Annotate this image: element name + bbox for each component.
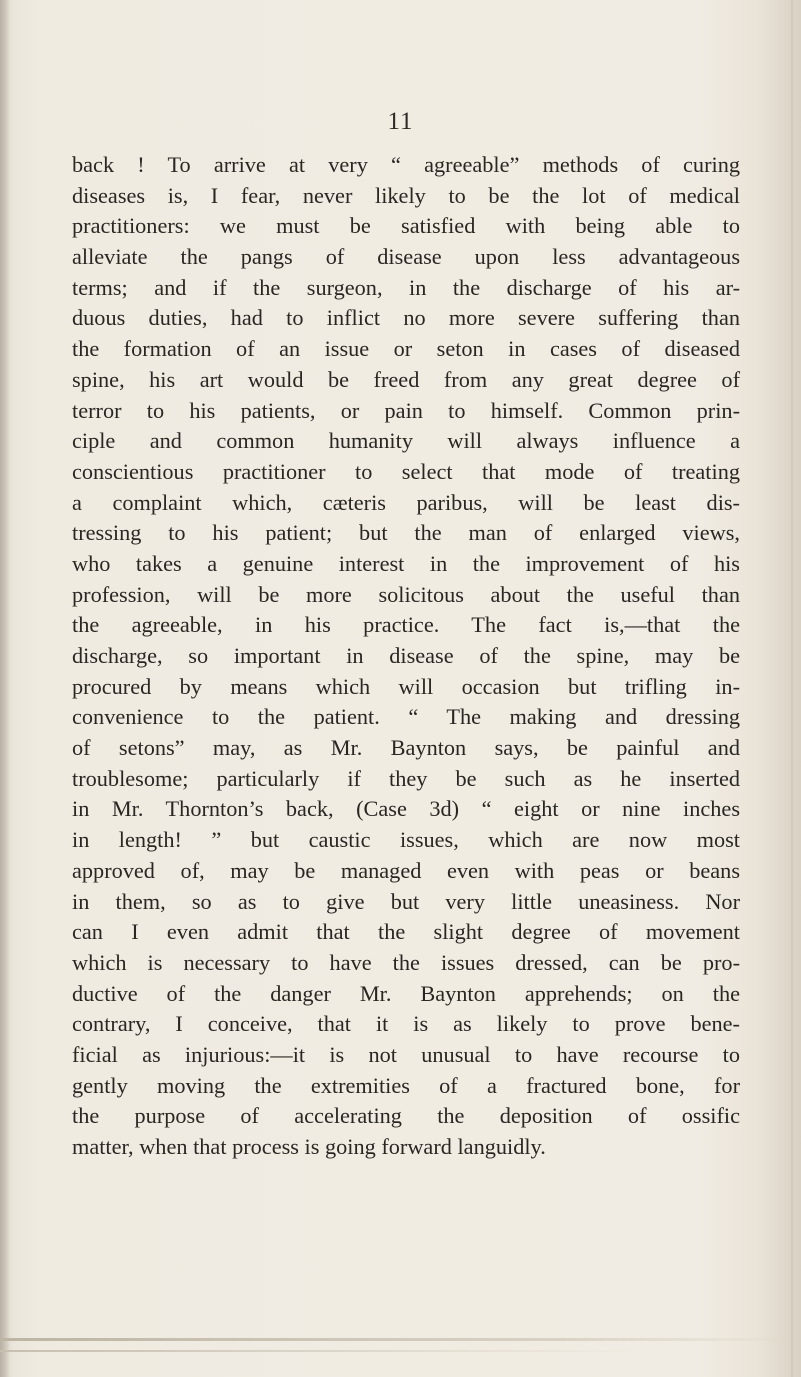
text-line: in length! ” but caustic issues, which are now most — [72, 827, 740, 853]
text-line: approved of, may be managed even with peas or beans — [72, 857, 740, 883]
text-line: spine, his art would be freed from any great degree of — [72, 366, 740, 392]
page-bottom-edge-shadow — [0, 1350, 801, 1352]
text-line: duous duties, had to inflict no more severe suffering than — [72, 305, 740, 331]
text-line: diseases is, I fear, never likely to be the lot of medical — [72, 182, 740, 208]
text-line: which is necessary to have the issues dressed, can be pro- — [72, 949, 740, 975]
text-line: terms; and if the surgeon, in the discharge of his ar- — [72, 274, 740, 300]
text-line: contrary, I conceive, that it is as likely to prove bene- — [72, 1011, 740, 1037]
text-line: of setons” may, as Mr. Baynton says, be painful and — [72, 735, 740, 761]
body-text — [72, 150, 740, 1163]
text-line: terror to his patients, or pain to himself. Common prin- — [72, 397, 740, 423]
text-line: convenience to the patient. “ The making and dressing — [72, 704, 740, 730]
text-line: conscientious practitioner to select that mode of treating — [72, 458, 740, 484]
text-line: ductive of the danger Mr. Baynton apprehends; on the — [72, 980, 740, 1006]
text-line: profession, will be more solicitous about the useful than — [72, 581, 740, 607]
text-line: in them, so as to give but very little uneasiness. Nor — [72, 888, 740, 914]
text-line: discharge, so important in disease of the spine, may be — [72, 643, 740, 668]
text-line: gently moving the extremities of a fractured bone, for — [72, 1072, 740, 1098]
text-line: procured by means which will occasion but trifling in- — [72, 673, 740, 699]
text-line: back ! To arrive at very “ agreeable” methods of curing — [72, 152, 740, 177]
text-line: practitioners: we must be satisfied with being able to — [72, 213, 740, 239]
text-line: tressing to his patient; but the man of enlarged views, — [72, 520, 740, 546]
text-line: alleviate the pangs of disease upon less advantageous — [72, 244, 740, 270]
page-gutter-shadow — [0, 0, 10, 1377]
page-bottom-edge — [0, 1338, 801, 1341]
text-line: the formation of an issue or seton in cases of diseased — [72, 336, 740, 362]
text-line: matter, when that process is going forward languidly. — [72, 1134, 546, 1159]
text-line: ficial as injurious:—it is not unusual to have recourse to — [72, 1041, 740, 1067]
text-line: a complaint which, cæteris paribus, will be least dis- — [72, 489, 740, 515]
text-line: ciple and common humanity will always influence a — [72, 428, 740, 454]
text-line: who takes a genuine interest in the improvement of his — [72, 550, 740, 576]
text-line: can I even admit that the slight degree of movement — [72, 919, 740, 945]
text-line: the agreeable, in his practice. The fact is,—that the — [72, 612, 740, 638]
text-line: troublesome; particularly if they be such as he inserted — [72, 765, 740, 791]
text-line: in Mr. Thornton’s back, (Case 3d) “ eight or nine inches — [72, 796, 740, 822]
page-edge — [791, 0, 793, 1377]
text-line: the purpose of accelerating the deposition of ossific — [72, 1103, 740, 1129]
page-number: 11 — [387, 108, 414, 135]
